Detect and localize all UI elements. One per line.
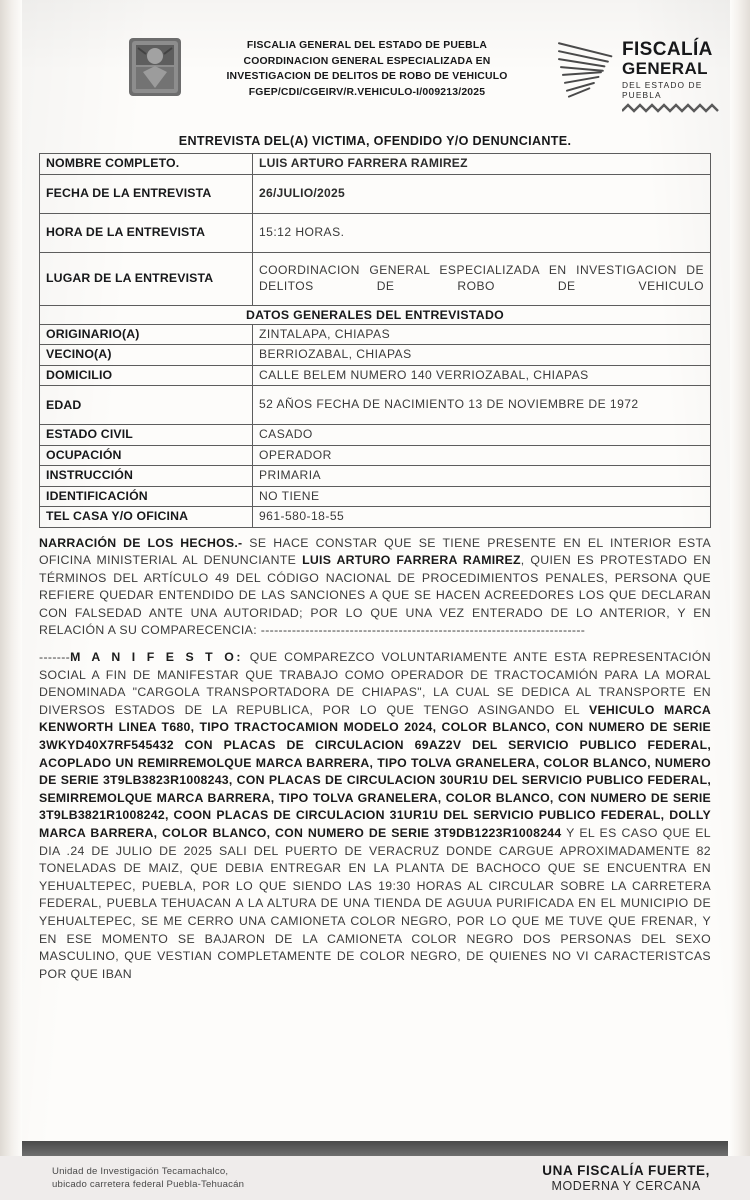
header-line-1: FISCALIA GENERAL DEL ESTADO DE PUEBLA [246, 40, 488, 51]
table-row [40, 386, 711, 425]
table-row [40, 425, 711, 446]
narrative-paragraph-1 [39, 535, 711, 641]
row-label: LUGAR DE LA ENTREVISTA [40, 252, 253, 305]
row-label: DOMICILIO [40, 365, 253, 386]
row-value: 15:12 HORAS. [253, 213, 711, 252]
brand-subtitle: DEL ESTADO DE PUEBLA [622, 80, 703, 100]
narrative-section [39, 535, 711, 984]
narrative-p2-text-a: QUE COMPAREZCO VOLUNTARIAMENTE ANTE ESTA REPRESENTACIÓN SOCIAL A FIN DE MANIFESTAR QUE TRABAJO COMO OPERADOR DE TRACTOCAMIÓN PARA LA MORAL DENOMINADA "CARGOLA TRANSPORTADORA DE CHIAPAS", LA CUAL SE DEDICA AL TRANSPORTE EN DIVERSOS ESTADOS DE LA REPUBLICA, POR LO QUE TENGO ASINGANDO EL [39, 650, 711, 717]
narrative-p1-text-b: , QUIEN ES PROTESTADO EN TÉRMINOS DEL ARTÍCULO 49 DEL CÓDIGO NACIONAL DE PROCEDIMIENTOS PENALES, PERSONA QUE REFIERE QUEDAR ENTENDIDO DE LAS SANCIONES A QUE SE HACEN ACREEDORES LOS QUE DECLARAN CON FALSEDAD ANTE UNA AUTORIDAD; POR LO QUE UNA VEZ ENTERADO DE LO ANTERIOR, Y EN RELACIÓN A SU COMPARECENCIA: ------------------------------------------------------------------------- [39, 553, 711, 638]
footer-slogan-line-1: UNA FISCALÍA FUERTE, [542, 1162, 710, 1178]
table-row [40, 365, 711, 386]
page-title: ENTREVISTA DEL(A) VICTIMA, OFENDIDO Y/O DENUNCIANTE. [178, 134, 572, 148]
narrative-paragraph-2 [39, 649, 711, 983]
narrative-manifesto-label: M A N I F E S T O: [70, 650, 244, 665]
fiscalia-eagle-logo-icon [556, 38, 618, 104]
brand-word-fiscalia: FISCALÍA [622, 39, 713, 60]
footer-divider-bar [22, 1141, 728, 1156]
footer-slogan-block [542, 1163, 710, 1194]
row-label: HORA DE LA ENTREVISTA [40, 213, 253, 252]
header-title-block [192, 30, 542, 100]
row-value: 26/JULIO/2025 [253, 174, 711, 213]
footer-address-line-1: Unidad de Investigación Tecamachalco, [52, 1166, 229, 1177]
table-row [40, 345, 711, 366]
scan-edge-left [0, 0, 22, 1200]
table-row [40, 466, 711, 487]
row-value: 961-580-18-55 [253, 507, 711, 528]
row-value: PRIMARIA [253, 466, 711, 487]
brand-word-general: GENERAL [622, 59, 708, 78]
section-header: DATOS GENERALES DEL ENTREVISTADO [40, 305, 711, 324]
row-value: 52 AÑOS FECHA DE NACIMIENTO 13 DE NOVIEMBRE DE 1972 [253, 386, 711, 425]
table-section-row [40, 305, 711, 324]
header-line-2: COORDINACION GENERAL ESPECIALIZADA EN [243, 55, 491, 67]
table-row [40, 445, 711, 466]
narrative-p2-text-c: Y EL ES CASO QUE EL DIA .24 DE JULIO DE 2025 SALI DEL PUERTO DE VERACRUZ DONDE CARGUE APROXIMADAMENTE 82 TONELADAS DE MAIZ, QUE DEBIA ENTREGAR EN LA PLANTA DE BACHOCO QUE SE ENCUENTRA EN YEHUALTEPEC, PUEBLA, POR LO QUE SIENDO LAS 19:30 HORAS AL CIRCULAR SOBRE LA CARRETERA FEDERAL, PUEBLA TEHUACAN A LA ALTURA DE UNA TIENDA DE AGUUA PURIFICADA EN EL MUNICIPIO DE YEHUALTEPEC, SE ME CERRO UNA CAMIONETA COLOR NEGRO, POR LO QUE ME TUVE QUE FRENAR, Y EN ESE MOMENTO SE BAJARON DE LA CAMIONETA COLOR NEGRO DOS PERSONAS DEL SEXO MASCULINO, QUE VESTIAN COMPLETAMENTE DE COLOR NEGRO, DE QUIENES NO VI CARACTERISTCAS POR QUE IBAN [39, 826, 711, 981]
header-line-4: FGEP/CDI/CGEIRV/R.VEHICULO-I/009213/2025 [248, 86, 486, 98]
table-row [40, 324, 711, 345]
row-label: ESTADO CIVIL [40, 425, 253, 446]
document-header [24, 0, 726, 124]
entrevista-data-table [39, 153, 711, 528]
row-label: INSTRUCCIÓN [40, 466, 253, 487]
row-label: NOMBRE COMPLETO. [40, 154, 253, 175]
row-label: OCUPACIÓN [40, 445, 253, 466]
puebla-state-crest-icon [126, 36, 184, 98]
footer-address-line-2: ubicado carretera federal Puebla-Tehuacán [52, 1179, 245, 1190]
header-line-3: INVESTIGACION DE DELITOS DE ROBO DE VEHICULO [226, 71, 508, 82]
row-label: IDENTIFICACIÓN [40, 486, 253, 507]
scan-edge-right [730, 0, 750, 1200]
row-label: FECHA DE LA ENTREVISTA [40, 174, 253, 213]
row-value: ZINTALAPA, CHIAPAS [253, 324, 711, 345]
table-row [40, 486, 711, 507]
row-label: VECINO(A) [40, 345, 253, 366]
narrative-p1-text-a: SE HACE CONSTAR QUE SE TIENE PRESENTE EN EL INTERIOR ESTA OFICINA MINISTERIAL AL DENUNCIANTE [39, 535, 711, 568]
footer-slogan-line-2: MODERNA Y CERCANA [551, 1178, 701, 1193]
narrative-vehicle-details: VEHICULO MARCA KENWORTH LINEA T680, TIPO TRACTOCAMION MODELO 2024, COLOR BLANCO, CON NUMERO DE SERIE 3WKYD40X7RF545432 CON PLACAS DE CIRCULACION 69AZ2V DEL SERVICIO PUBLICO FEDERAL, ACOPLADO UN REMIRREMOLQUE MARCA BARRERA, TIPO TOLVA GRANELERA, COLOR BLANCO, NUMERO DE SERIE 3T9LB3823R1008243, CON PLACAS DE CIRCULACION 30UR1U DEL SERVICIO PUBLICO FEDERAL, SEMIRREMOLQUE MARCA BARRERA, TIPO TOLVA GRANELERA, COLOR BLANCO, CON NUMERO DE SERIE 3T9LB3821R1008242, COON PLACAS DE CIRCULACION 31UR1U DEL SERVICIO PUBLICO FEDERAL, DOLLY MARCA BARRERA, COLOR BLANCO, CON NUMERO DE SERIE 3T9DB1223R1008244 [39, 702, 711, 840]
row-label: EDAD [40, 386, 253, 425]
row-label: TEL CASA Y/O OFICINA [40, 507, 253, 528]
row-value: OPERADOR [253, 445, 711, 466]
narrative-p2-dashes: ------- [39, 650, 71, 665]
row-value: COORDINACION GENERAL ESPECIALIZADA EN INVESTIGACION DE DELITOS DE ROBO DE VEHICULO [253, 252, 711, 305]
fiscalia-brand-block [550, 30, 726, 118]
table-row [40, 507, 711, 528]
row-value: CASADO [253, 425, 711, 446]
row-value: BERRIOZABAL, CHIAPAS [253, 345, 711, 366]
row-label: ORIGINARIO(A) [40, 324, 253, 345]
table-row [40, 252, 711, 305]
document-footer [0, 1140, 750, 1200]
table-row [40, 213, 711, 252]
table-row [40, 154, 711, 175]
table-row [40, 174, 711, 213]
footer-address-block [52, 1165, 244, 1191]
brand-zigzag-decoration [622, 103, 722, 113]
row-value: LUIS ARTURO FARRERA RAMIREZ [253, 154, 711, 175]
row-value: NO TIENE [253, 486, 711, 507]
row-value: CALLE BELEM NUMERO 140 VERRIOZABAL, CHIAPAS [253, 365, 711, 386]
narrative-lead-label: NARRACIÓN DE LOS HECHOS.- [39, 535, 243, 550]
narrative-declarant-name: LUIS ARTURO FARRERA RAMIREZ [302, 553, 521, 568]
